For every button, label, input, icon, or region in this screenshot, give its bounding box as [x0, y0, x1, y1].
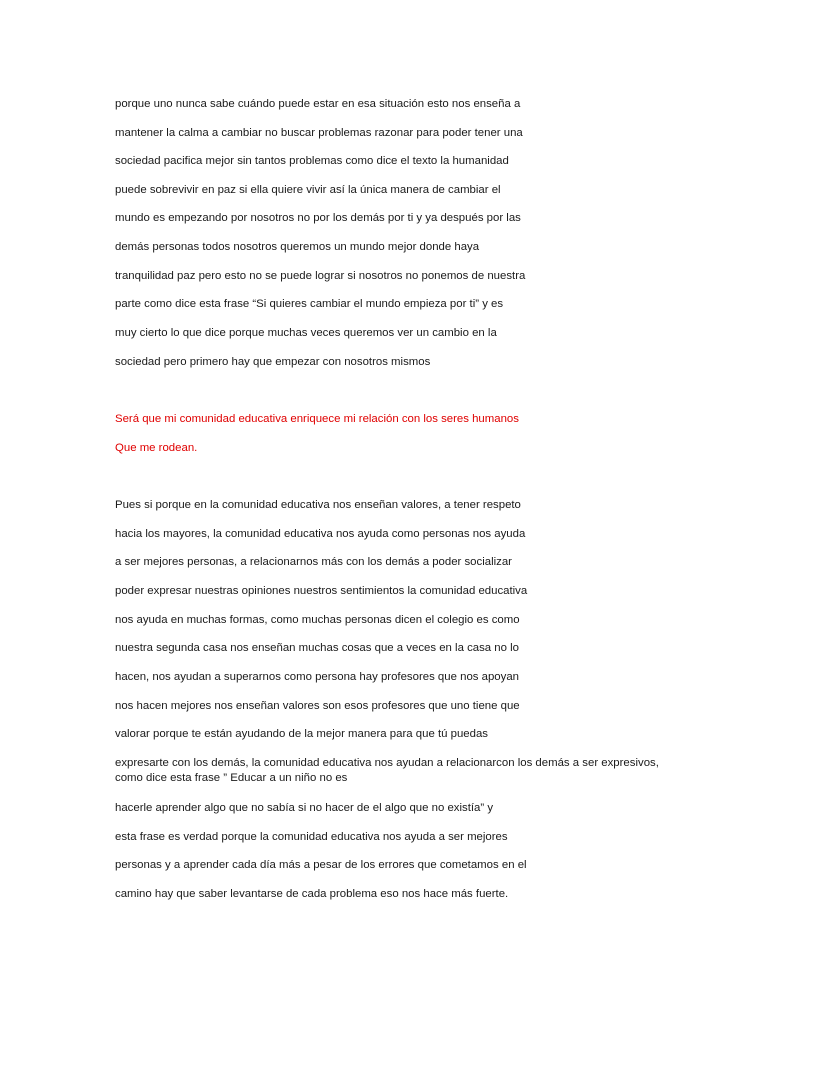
text-line: personas y a aprender cada día más a pesar de los errores que cometamos en el [115, 859, 527, 871]
text-line: puede sobrevivir en paz si ella quiere vivir así la única manera de cambiar el [115, 184, 501, 196]
question-line: Será que mi comunidad educativa enriquece mi relación con los seres humanos [115, 413, 519, 425]
text-line: parte como dice esta frase “Si quieres cambiar el mundo empieza por ti” y es [115, 298, 504, 310]
text-line: nuestra segunda casa nos enseñan muchas cosas que a veces en la casa no lo [115, 642, 520, 654]
text-line: poder expresar nuestras opiniones nuestros sentimientos la comunidad educativa [115, 585, 528, 597]
text-line: mundo es empezando por nosotros no por los demás por ti y ya después por las [115, 212, 521, 224]
text-line: sociedad pero primero hay que empezar con nosotros mismos [115, 356, 431, 368]
text-line: mantener la calma a cambiar no buscar problemas razonar para poder tener una [115, 127, 523, 139]
text-line: esta frase es verdad porque la comunidad educativa nos ayuda a ser mejores [115, 831, 508, 843]
text-line: demás personas todos nosotros queremos un mundo mejor donde haya [115, 241, 480, 253]
text-line: Pues si porque en la comunidad educativa nos enseñan valores, a tener respeto [115, 499, 521, 511]
text-line: tranquilidad paz pero esto no se puede lograr si nosotros no ponemos de nuestra [115, 270, 526, 282]
text-line: hacia los mayores, la comunidad educativa nos ayuda como personas nos ayuda [115, 528, 526, 540]
text-line: sociedad pacifica mejor sin tantos problemas como dice el texto la humanidad [115, 155, 509, 167]
text-line: expresarte con los demás, la comunidad educativa nos ayudan a relacionarcon los demás a ser expresivos, [115, 757, 659, 769]
text-line: hacen, nos ayudan a superarnos como persona hay profesores que nos apoyan [115, 671, 520, 683]
text-line: nos hacen mejores nos enseñan valores son esos profesores que uno tiene que [115, 700, 520, 712]
text-line: hacerle aprender algo que no sabía si no hacer de el algo que no existía” y [115, 802, 494, 814]
text-line: camino hay que saber levantarse de cada problema eso nos hace más fuerte. [115, 888, 509, 900]
question-line: Que me rodean. [115, 442, 198, 454]
text-line: a ser mejores personas, a relacionarnos más con los demás a poder socializar [115, 556, 512, 568]
text-line: valorar porque te están ayudando de la mejor manera para que tú puedas [115, 728, 488, 740]
text-line: como dice esta frase ” Educar a un niño no es [115, 772, 348, 784]
text-line: muy cierto lo que dice porque muchas veces queremos ver un cambio en la [115, 327, 497, 339]
text-line: nos ayuda en muchas formas, como muchas personas dicen el colegio es como [115, 614, 520, 626]
text-line: porque uno nunca sabe cuándo puede estar en esa situación esto nos enseña a [115, 98, 521, 110]
